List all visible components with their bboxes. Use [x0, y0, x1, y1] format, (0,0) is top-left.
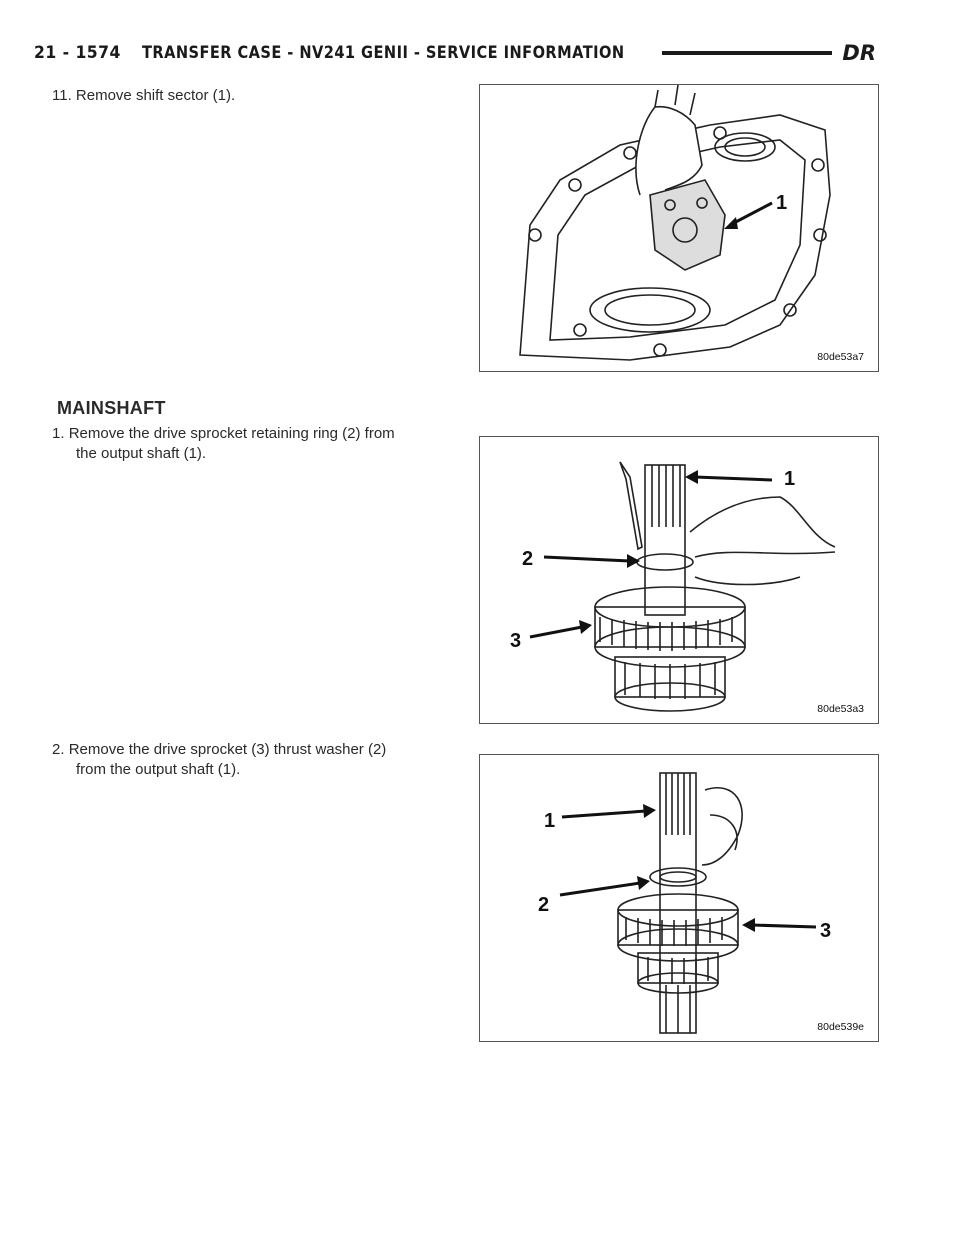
retaining-ring-illustration: [480, 437, 878, 723]
step-2: [52, 740, 386, 780]
model-code: DR: [842, 41, 876, 65]
figure-retaining-ring: [479, 436, 879, 724]
callout-3: 3: [820, 920, 832, 942]
step-11: [52, 86, 235, 106]
step-text: Remove shift sector (1).: [75, 87, 236, 104]
callout-2: 2: [522, 548, 534, 570]
figure-code: 80de539e: [817, 1021, 864, 1033]
step-number: 2.: [52, 741, 65, 758]
step-number: 1.: [52, 425, 65, 442]
step-text-line2: the output shaft (1).: [76, 445, 207, 462]
step-text-line1: Remove the drive sprocket retaining ring (2) from: [68, 425, 395, 442]
callout-1: 1: [776, 192, 788, 214]
step-number: 11.: [52, 87, 72, 104]
thrust-washer-illustration: [480, 755, 878, 1041]
page-header: [34, 36, 876, 70]
figure-shift-sector: [479, 84, 879, 372]
step-1: [52, 424, 395, 464]
step-text-line1: Remove the drive sprocket (3) thrust washer (2): [68, 741, 387, 758]
step-text-line2: from the output shaft (1).: [76, 761, 241, 778]
callout-3: 3: [510, 630, 522, 652]
header-rule: [662, 51, 832, 55]
figure-thrust-washer: [479, 754, 879, 1042]
callout-1: 1: [544, 810, 556, 832]
callout-1: 1: [784, 468, 796, 490]
callout-2: 2: [538, 894, 550, 916]
figure-code: 80de53a3: [817, 703, 864, 715]
page-number: 21 - 1574: [34, 43, 121, 63]
section-title: MAINSHAFT: [57, 398, 166, 418]
figure-code: 80de53a7: [817, 351, 864, 363]
page-title: TRANSFER CASE - NV241 GENII - SERVICE INFORMATION: [142, 43, 625, 63]
shift-sector-illustration: [480, 85, 878, 371]
